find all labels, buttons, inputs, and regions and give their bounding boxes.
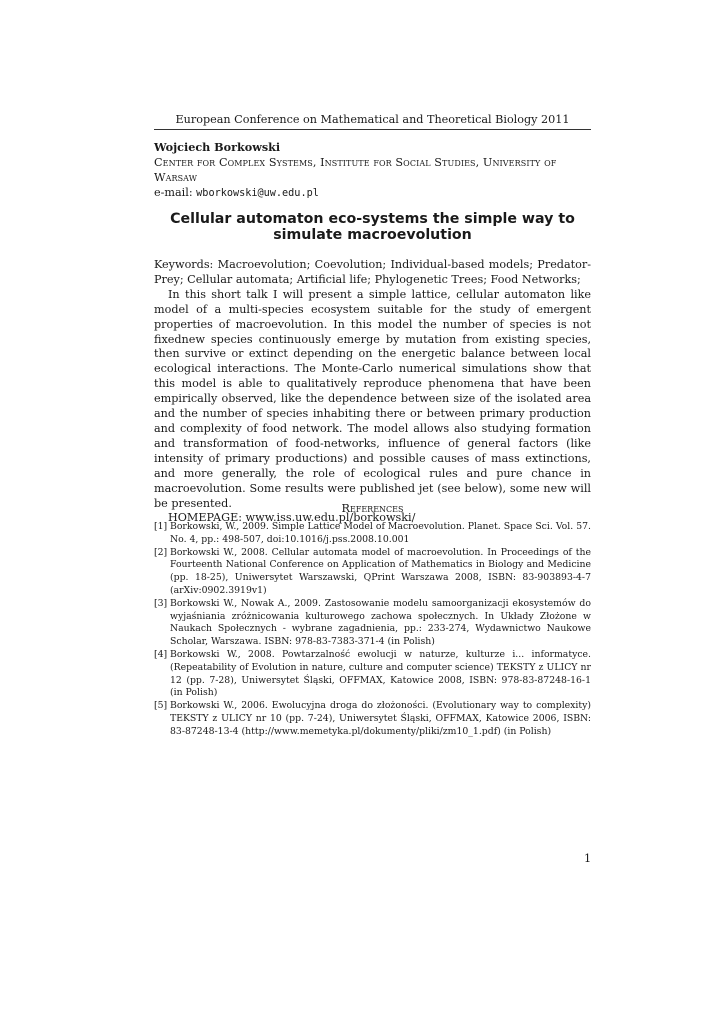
reference-number: [2] [154, 546, 168, 558]
reference-text: Borkowski W., 2008. Cellular automata model of macroevolution. In Proceedings of the Fourteenth National Conference on Application of Mathematics in Biology and Medicine (pp. 18-25), Uniwersytet Warszawski, QPrint Warszawa 2008, ISBN: 83-903893-4-7 (arXiv:0902.3919v1) [170, 546, 591, 596]
abstract-body [154, 258, 591, 526]
reference-number: [1] [154, 521, 168, 532]
reference-item [154, 598, 591, 649]
author-name: Wojciech Borkowski [154, 140, 281, 154]
homepage: HOMEPAGE: www.iss.uw.edu.pl/borkowski/ [168, 511, 416, 525]
author-email: wborkowski@uw.edu.pl [196, 188, 319, 199]
keywords: Keywords: Macroevolution; Coevolution; Individual-based models; Predator-Prey; Cellular automata; Artificial life; Phylogenetic Trees; Food Networks; [154, 258, 591, 286]
reference-item [154, 521, 591, 547]
page-number: 1 [584, 852, 592, 865]
references-heading: References [341, 502, 404, 515]
email-label: e-mail: [154, 186, 193, 199]
reference-item [154, 649, 591, 700]
reference-number: [3] [154, 597, 168, 609]
paper-title: Cellular automaton eco-systems the simple way to simulate macroevolution [170, 211, 575, 243]
reference-text: Borkowski W., Nowak A., 2009. Zastosowanie modelu samoorganizacji ekosystemów do wyjaśniania zróżnicowania kulturowego zachowa społecznych. In Układy Złożone w Naukach Społecznych - wybrane zagadnienia, pp.: 233-274, Wydawnictwo Naukowe Scholar, Warszawa. ISBN: 978-83-7383-371-4 (in Polish) [170, 597, 591, 648]
reference-number: [4] [154, 648, 168, 660]
author-affiliation: Center for Complex Systems, Institute for Social Studies, University of Warsaw [154, 156, 557, 184]
reference-text: Borkowski W., 2006. Ewolucyjna droga do złożoności. (Evolutionary way to complexity) TEKSTY z ULICY nr 10 (pp. 7-24), Uniwersytet Śląski, OFFMAX, Katowice 2006, ISBN: 83-87248-13-4 (http://www.memetyka.pl/dokumenty/pliki/zm10_1.pdf) (in Polish) [170, 700, 591, 737]
author-block [154, 140, 591, 201]
running-header: European Conference on Mathematical and Theoretical Biology 2011 [154, 112, 591, 130]
reference-item [154, 700, 591, 738]
author-email-line [154, 185, 591, 201]
references-list [154, 521, 591, 739]
abstract-text: In this short talk I will present a simple lattice, cellular automaton like model of a multi-species ecosystem suitable for the study of emergent properties of macroevolution. In this model the number of species is not fixednew species continuously emerge by mutation from existing species, then survive or extinct depending on the energetic balance between local ecological interactions. The Monte-Carlo numerical simulations show that this model is able to qualitatively reproduce phenomena that have been empirically observed, like the dependence between size of the isolated area and the number of species inhabiting there or between primary production and complexity of food network. The model allows also studying formation and transformation of food-networks, influence of general factors (like intensity of primary productions) and possible causes of mass extinctions, and more generally, the role of ecological rules and pure chance in macroevolution. Some results were published jet (see below), some new will be presented. [154, 287, 591, 510]
reference-text: Borkowski W., 2008. Powtarzalność ewolucji w naturze, kulturze i... informatyce. (Repeatability of Evolution in nature, culture and computer science) TEKSTY z ULICY nr 12 (pp. 7-28), Uniwersytet Śląski, OFFMAX, Katowice 2008, ISBN: 978-83-87248-16-1 (in Polish) [170, 648, 591, 699]
reference-number: [5] [154, 700, 168, 712]
reference-item [154, 547, 591, 598]
reference-text: Borkowski, W., 2009. Simple Lattice Model of Macroevolution. Planet. Space Sci. Vol. 57. No. 4, pp.: 498-507, doi:10.1016/j.pss.2008.10.001 [170, 521, 591, 545]
